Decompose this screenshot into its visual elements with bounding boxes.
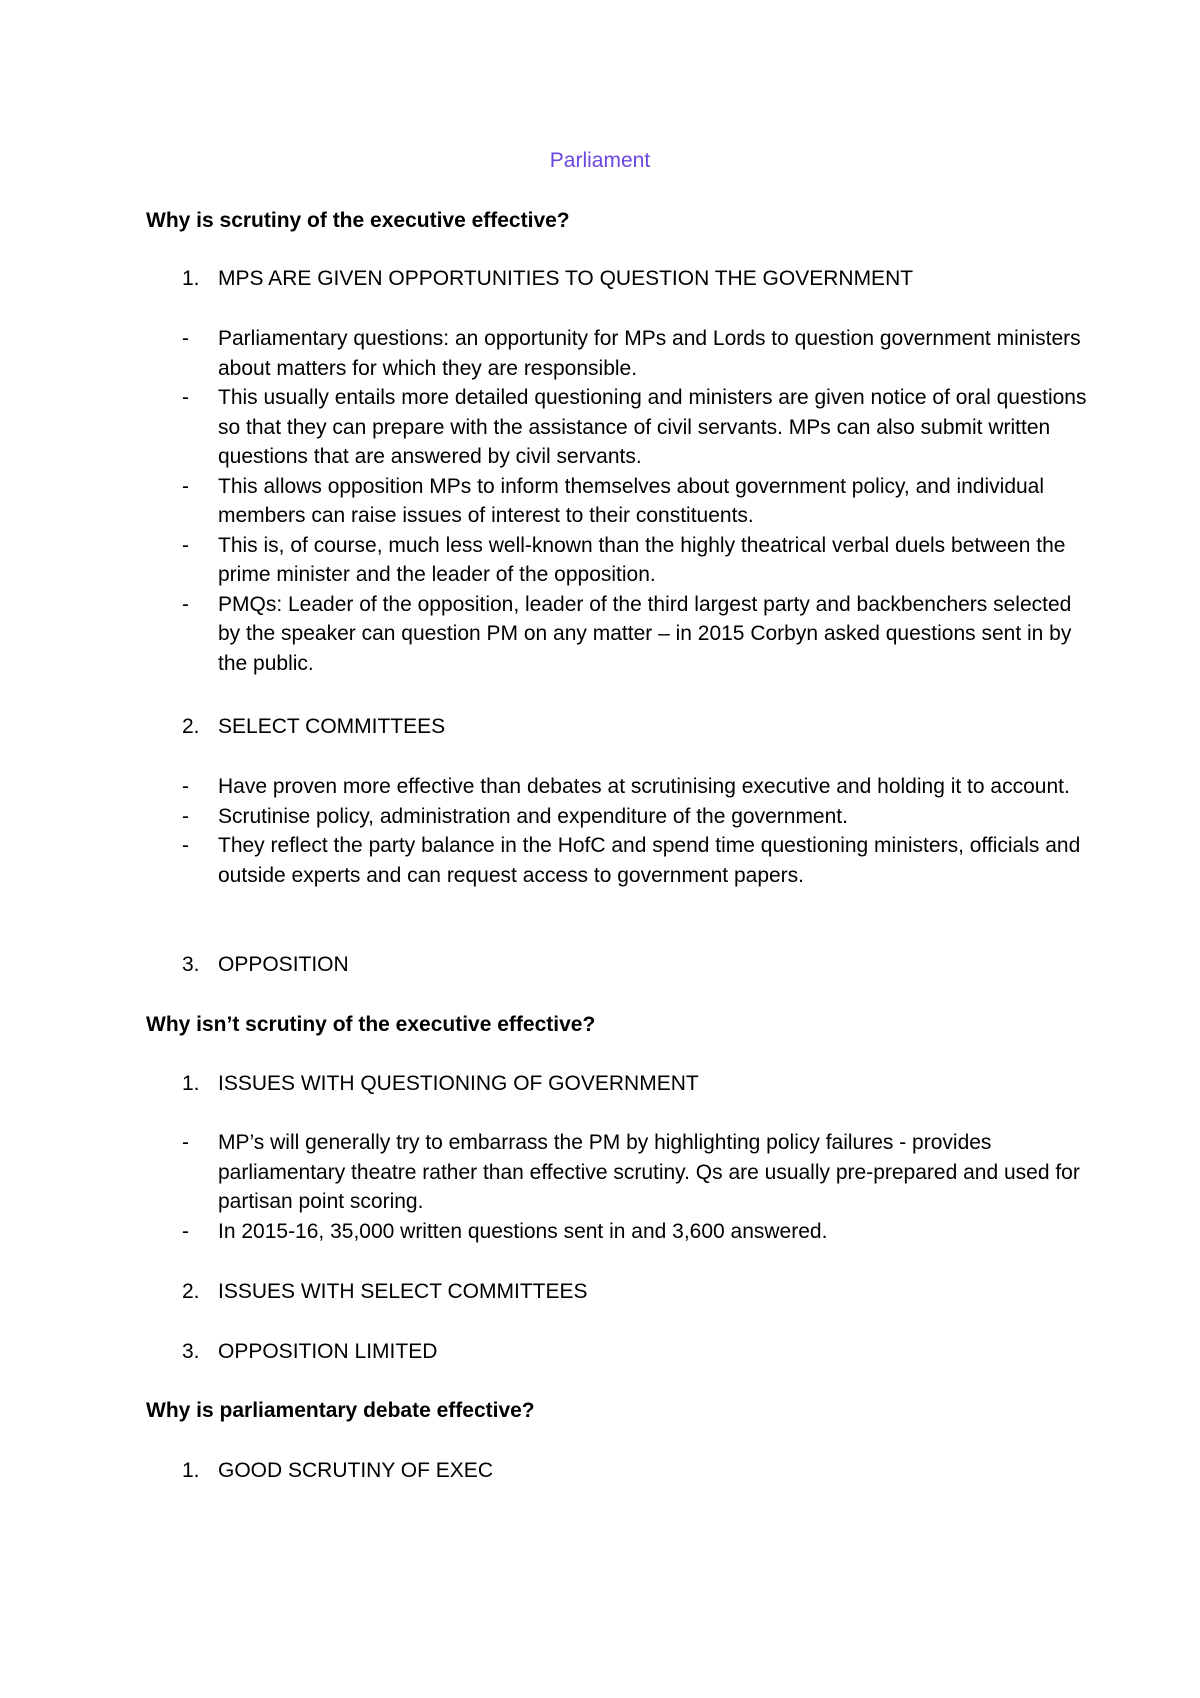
item-label: MPS ARE GIVEN OPPORTUNITIES TO QUESTION THE GOVERNMENT [218, 267, 914, 290]
item-label: ISSUES WITH SELECT COMMITTEES [218, 1280, 588, 1303]
bullet-text: This usually entails more detailed questioning and ministers are given notice of oral questions so that they can prepare with the assistance of civil servants. MPs can also submit written questions that are answered by civil servants. [218, 386, 1087, 468]
bullet-item [146, 383, 1106, 472]
document-title: Parliament [549, 149, 651, 172]
item-number: 2. [182, 715, 200, 738]
bullet-dash: - [182, 1131, 189, 1154]
bullet-list [146, 1128, 1106, 1246]
item-label: GOOD SCRUTINY OF EXEC [218, 1459, 493, 1482]
bullet-item [146, 772, 1106, 802]
item-number: 1. [182, 1072, 200, 1095]
bullet-text: PMQs: Leader of the opposition, leader of the third largest party and backbenchers selected by the speaker can question PM on any matter – in 2015 Corbyn asked questions sent in by the public. [218, 592, 1072, 675]
item-label: OPPOSITION LIMITED [218, 1340, 438, 1363]
section-heading: Why isn’t scrutiny of the executive effective? [146, 1013, 596, 1036]
item-label: OPPOSITION [218, 953, 349, 976]
bullet-dash: - [182, 775, 189, 798]
bullet-text: This allows opposition MPs to inform themselves about government policy, and individual members can raise issues of interest to their constituents. [218, 474, 1045, 527]
bullet-item [146, 472, 1106, 531]
bullet-dash: - [182, 1219, 189, 1243]
bullet-dash: - [182, 804, 189, 828]
bullet-text: They reflect the party balance in the HofC and spend time questioning ministers, officials and outside experts and can request access to government papers. [218, 834, 1081, 887]
item-number: 3. [182, 953, 200, 976]
bullet-text: This is, of course, much less well-known than the highly theatrical verbal duels between the prime minister and the leader of the opposition. [218, 533, 1066, 586]
bullet-dash: - [182, 834, 189, 857]
bullet-dash: - [182, 533, 189, 557]
bullet-text: Parliamentary questions: an opportunity for MPs and Lords to question government ministers about matters for which they are responsible. [218, 327, 1081, 380]
bullet-dash: - [182, 386, 189, 409]
bullet-text: Have proven more effective than debates at scrutinising executive and holding it to account. [218, 775, 1070, 798]
section-heading: Why is parliamentary debate effective? [146, 1399, 535, 1422]
bullet-item [146, 831, 1106, 890]
bullet-item [146, 531, 1106, 590]
bullet-dash: - [182, 474, 189, 498]
section-heading: Why is scrutiny of the executive effective? [146, 209, 570, 232]
item-number: 3. [182, 1340, 200, 1363]
bullet-item [146, 802, 1106, 832]
item-label: ISSUES WITH QUESTIONING OF GOVERNMENT [218, 1072, 699, 1095]
bullet-item [146, 1217, 1106, 1247]
bullet-list [146, 772, 1106, 890]
item-number: 1. [182, 1459, 200, 1482]
item-label: SELECT COMMITTEES [218, 715, 446, 738]
bullet-dash: - [182, 327, 189, 350]
item-number: 2. [182, 1280, 200, 1303]
bullet-item [146, 1128, 1106, 1217]
bullet-dash: - [182, 592, 189, 616]
bullet-list [146, 324, 1106, 678]
bullet-text: Scrutinise policy, administration and expenditure of the government. [218, 804, 848, 828]
item-number: 1. [182, 267, 200, 290]
bullet-text: In 2015-16, 35,000 written questions sent in and 3,600 answered. [218, 1219, 828, 1243]
bullet-item [146, 324, 1106, 383]
bullet-item [146, 590, 1106, 679]
bullet-text: MP’s will generally try to embarrass the PM by highlighting policy failures - provides parliamentary theatre rather than effective scrutiny. Qs are usually pre-prepared and used for partisan point scoring. [218, 1131, 1080, 1213]
